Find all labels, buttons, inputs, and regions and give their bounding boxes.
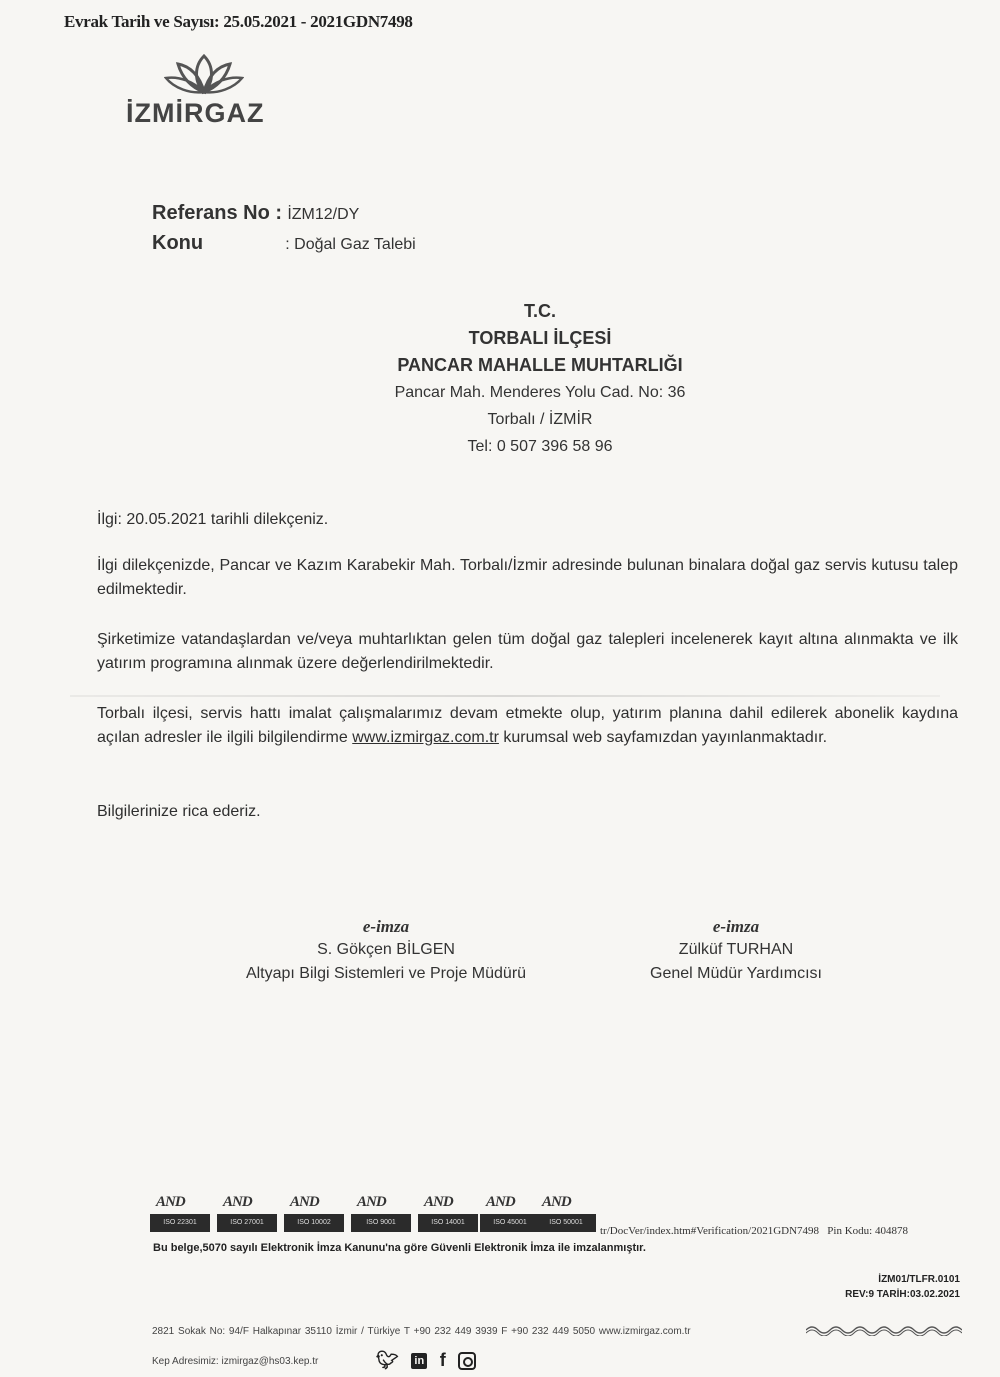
addressee-line: T.C.: [523, 301, 556, 321]
and-logo: AND: [357, 1194, 386, 1210]
signatory-title: Altyapı Bilgi Sistemleri ve Proje Müdürü: [245, 965, 527, 982]
iso-badge: ISO 27001: [217, 1214, 277, 1232]
iso-badge: ISO 50001: [536, 1214, 596, 1232]
subject-value: : Doğal Gaz Talebi: [285, 236, 416, 253]
logo-text: İZMİRGAZ: [126, 98, 265, 128]
paragraph-1: İlgi dilekçenizde, Pancar ve Kazım Karabekir Mah. Torbalı/İzmir adresinde bulunan binalara doğal gaz servis kutusu talep edilmektedir.: [97, 557, 958, 598]
social-icons: [376, 1350, 484, 1371]
addressee-line: PANCAR MAHALLE MUHTARLIĞI: [397, 355, 683, 375]
addressee-line: Torbalı / İZMİR: [487, 411, 593, 428]
iso-badge: ISO 14001: [418, 1214, 478, 1232]
certification-badge: [284, 1194, 346, 1234]
and-logo: AND: [542, 1194, 571, 1210]
paragraph-3-text-end: kurumsal web sayfamızdan yayınlanmaktadır.: [503, 729, 828, 746]
linkedin-icon[interactable]: in: [411, 1353, 427, 1369]
reference-value: İZM12/DY: [287, 206, 360, 223]
ilgi-line: İlgi: 20.05.2021 tarihli dilekçeniz.: [97, 511, 329, 528]
iso-badge: ISO 22301: [150, 1214, 210, 1232]
footer-address: 2821 Sokak No: 94/F Halkapınar 35110 İzmir / Türkiye T +90 232 449 3939 F +90 232 449 5050 www.izmirgaz.com.tr: [152, 1326, 691, 1337]
e-signature-note: Bu belge,5070 sayılı Elektronik İmza Kanunu'na göre Güvenli Elektronik İmza ile imzalanmıştır.: [153, 1242, 646, 1254]
signatory-title: Genel Müdür Yardımcısı: [650, 965, 822, 982]
verification-url[interactable]: tr/DocVer/index.htm#Verification/2021GDN7498: [600, 1225, 820, 1237]
addressee-line: Pancar Mah. Menderes Yolu Cad. No: 36: [394, 384, 686, 401]
certification-badge: [418, 1194, 480, 1234]
signatory-name: Zülküf TURHAN: [678, 941, 794, 958]
kep-address: Kep Adresimiz: izmirgaz@hs03.kep.tr: [152, 1356, 319, 1367]
form-code: [845, 1272, 960, 1302]
and-logo: AND: [486, 1194, 515, 1210]
form-revision-line: REV:9 TARİH:03.02.2021: [845, 1289, 960, 1300]
paragraph-2: Şirketimize vatandaşlardan ve/veya muhtarlıktan gelen tüm doğal gaz talepleri incelenerek kayıt altına alınmakta ve ilk yatırım programına alınmak üzere değerlendirilmektedir.: [97, 631, 958, 672]
certification-badge: [217, 1194, 279, 1234]
facebook-icon[interactable]: f: [439, 1350, 446, 1370]
reference-block: [152, 198, 416, 258]
subject-row: [152, 228, 416, 258]
and-logo: AND: [424, 1194, 453, 1210]
wave-decoration-icon: [806, 1322, 962, 1336]
e-imza-label: e-imza: [362, 917, 410, 936]
certification-badge: [351, 1194, 413, 1234]
e-imza-label: e-imza: [712, 917, 760, 936]
addressee-line: TORBALI İLÇESİ: [468, 328, 612, 348]
and-logo: AND: [156, 1194, 185, 1210]
flower-logo-icon: [164, 52, 244, 98]
pin-label: Pin Kodu:: [827, 1225, 873, 1237]
scan-smudge: [70, 695, 940, 697]
pin-value: 404878: [874, 1225, 908, 1237]
iso-badge: ISO 45001: [480, 1214, 540, 1232]
signature-block-2: [596, 916, 876, 986]
signature-block-1: [196, 916, 576, 986]
and-logo: AND: [290, 1194, 319, 1210]
document-header: Evrak Tarih ve Sayısı: 25.05.2021 - 2021GDN7498: [64, 12, 413, 31]
certification-badge: [150, 1194, 212, 1234]
closing-line: Bilgilerinize rica ederiz.: [97, 803, 261, 820]
iso-badge: ISO 10002: [284, 1214, 344, 1232]
iso-badge: ISO 9001: [351, 1214, 411, 1232]
reference-label: Referans No :: [152, 202, 283, 224]
paragraph-3: [97, 702, 958, 750]
company-logo: [126, 52, 286, 132]
addressee-line: Tel: 0 507 396 58 96: [467, 438, 613, 455]
instagram-icon[interactable]: [458, 1352, 476, 1370]
certification-badge: [536, 1194, 598, 1234]
reference-row: [152, 198, 416, 228]
paragraph-3-text: Torbalı ilçesi, servis hattı imalat çalışmalarımız devam etmekte olup, yatırım planına dahil edilerek abonelik kaydına açılan adresler ile ilgili bilgilendirme: [97, 705, 958, 746]
addressee-block: [300, 298, 780, 460]
verification-line: [600, 1225, 908, 1237]
twitter-icon[interactable]: 🐦︎: [376, 1350, 399, 1370]
website-link[interactable]: www.izmirgaz.com.tr: [352, 729, 499, 746]
subject-label: Konu: [152, 232, 204, 254]
and-logo: AND: [223, 1194, 252, 1210]
signatory-name: S. Gökçen BİLGEN: [317, 941, 455, 958]
form-code-line: İZM01/TLFR.0101: [878, 1274, 960, 1285]
certification-badge: [480, 1194, 542, 1234]
